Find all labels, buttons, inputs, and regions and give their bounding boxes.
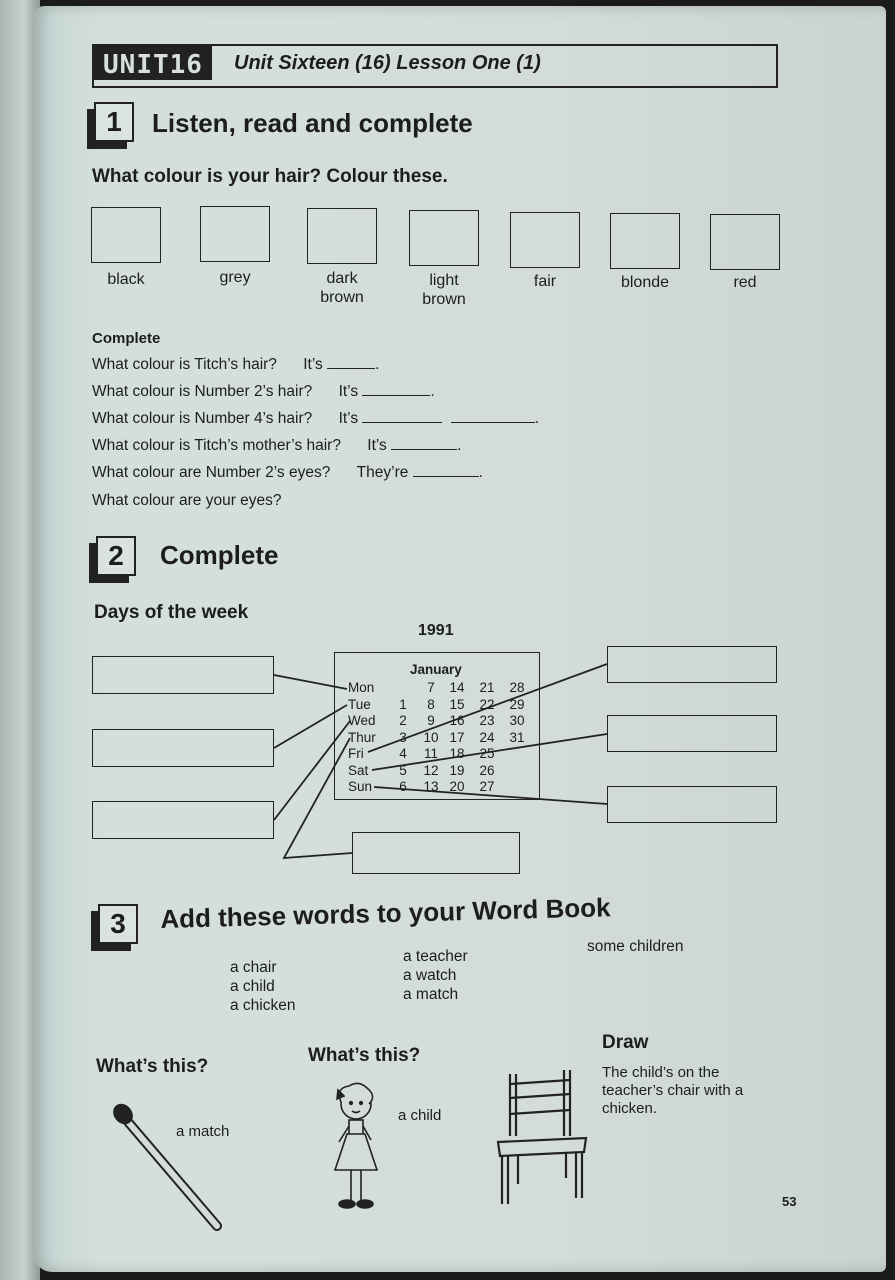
calendar-date: 10: [423, 729, 439, 745]
calendar-date: 19: [449, 762, 465, 778]
child-caption: a child: [398, 1107, 442, 1124]
calendar-date: 12: [423, 762, 439, 778]
colour-label: [190, 268, 280, 287]
calendar-date: 31: [509, 729, 525, 745]
day-answer-box[interactable]: [607, 715, 777, 752]
section-2-heading: Complete: [160, 540, 279, 570]
question-text: What colour is Titch’s hair?: [92, 356, 277, 373]
question-4: What colour is Titch’s mother’s hair? It’s .: [92, 437, 462, 454]
calendar-date: 22: [479, 696, 495, 712]
calendar-date: 25: [479, 746, 495, 761]
calendar-date: 28: [509, 680, 525, 695]
calendar-date: 20: [449, 779, 465, 794]
calendar-month: January: [410, 662, 462, 677]
colour-label-line: brown: [422, 291, 466, 308]
day-answer-box[interactable]: [352, 832, 520, 874]
colour-label-line: fair: [533, 273, 557, 290]
calendar-day-4: Fri: [348, 746, 364, 761]
calendar-date: 6: [399, 779, 407, 794]
draw-label: Draw: [602, 1032, 649, 1053]
page-number: 53: [782, 1194, 797, 1209]
answer-blank[interactable]: [391, 437, 457, 450]
hair-colour-prompt: What colour is your hair? Colour these.: [92, 166, 448, 187]
colour-label-line: red: [733, 274, 757, 291]
calendar-day-1: Tue: [348, 696, 371, 712]
question-text: What colour are Number 2’s eyes?: [92, 464, 331, 481]
colour-box[interactable]: [307, 208, 377, 264]
question-text: What colour is Number 4’s hair?: [92, 410, 313, 427]
word-list-2: [403, 947, 468, 1004]
draw-text-line: teacher’s chair with a: [602, 1082, 744, 1099]
answer-prefix: They’re: [356, 464, 409, 481]
draw-text-line: The child’s on the: [602, 1064, 720, 1081]
word-item: a match: [403, 986, 459, 1003]
calendar-date: 14: [449, 680, 465, 695]
calendar-date: 3: [399, 729, 407, 745]
calendar-date: 30: [509, 713, 525, 728]
section-3-heading: Add these words to your Word Book: [160, 892, 611, 934]
question-1: What colour is Titch’s hair? It’s .: [92, 356, 380, 373]
draw-instructions: [602, 1064, 743, 1118]
colour-label: [700, 273, 790, 292]
colour-label-line: grey: [219, 269, 251, 286]
answer-prefix: It’s: [338, 410, 359, 427]
colour-label-line: brown: [320, 289, 364, 306]
answer-prefix: It’s: [338, 383, 359, 400]
calendar-date: 4: [399, 746, 407, 761]
calendar-date: 8: [427, 696, 435, 712]
match-icon: [105, 1098, 235, 1238]
question-text: What colour are your eyes?: [92, 492, 282, 509]
colour-box[interactable]: [710, 214, 780, 270]
question-2: What colour is Number 2’s hair? It’s .: [92, 383, 435, 400]
calendar-day-5: Sat: [348, 762, 369, 778]
calendar-date: 29: [509, 696, 525, 712]
question-3: What colour is Number 4’s hair? It’s .: [92, 410, 540, 427]
question-6: [92, 492, 282, 510]
colour-label: [297, 269, 387, 307]
colour-label-line: light: [429, 272, 459, 289]
days-subheading: Days of the week: [94, 602, 249, 623]
colour-label: [399, 271, 489, 309]
section-3-number: 3: [98, 904, 138, 944]
unit-title: Unit Sixteen (16) Lesson One (1): [234, 52, 541, 74]
section-1-heading: Listen, read and complete: [152, 108, 473, 138]
day-answer-box[interactable]: [92, 656, 274, 694]
complete-label: Complete: [92, 330, 161, 347]
calendar-date: 26: [479, 762, 495, 778]
calendar-date: 15: [449, 696, 465, 712]
workbook-page: [34, 6, 886, 1272]
section-2-number: 2: [96, 536, 136, 576]
colour-label: [81, 270, 171, 289]
calendar-date: 13: [423, 779, 439, 794]
calendar-date: 5: [399, 762, 407, 778]
unit-logo: UNIT16: [94, 46, 212, 80]
calendar-date: 17: [449, 729, 465, 745]
word-list-1: [230, 958, 295, 1015]
word-list-3: [587, 937, 684, 956]
calendar-date: 23: [479, 713, 495, 728]
whats-this-2: What’s this?: [308, 1045, 421, 1066]
answer-blank[interactable]: [327, 356, 375, 369]
colour-box[interactable]: [200, 206, 270, 262]
calendar-date: 11: [423, 746, 438, 761]
calendar-year: 1991: [418, 622, 454, 639]
word-item: a child: [230, 978, 275, 995]
answer-blank[interactable]: [413, 464, 479, 477]
whats-this-1: What’s this?: [96, 1056, 209, 1077]
colour-label-line: black: [107, 271, 145, 288]
colour-label-line: dark: [326, 270, 358, 287]
calendar-date: 7: [427, 680, 435, 695]
word-item: a watch: [403, 967, 457, 984]
calendar-day-2: Wed: [348, 713, 376, 728]
colour-label-line: blonde: [620, 274, 670, 291]
day-answer-box[interactable]: [92, 729, 274, 767]
calendar-day-3: Thur: [348, 729, 376, 745]
chair-icon: [492, 1066, 592, 1208]
answer-blank[interactable]: [362, 383, 430, 396]
word-item: a chicken: [230, 997, 296, 1014]
calendar-day-0: Mon: [348, 680, 375, 695]
calendar-date: 9: [427, 713, 435, 728]
colour-box[interactable]: [91, 207, 161, 263]
child-icon: [325, 1082, 385, 1222]
day-answer-box[interactable]: [607, 646, 777, 683]
colour-box[interactable]: [510, 212, 580, 268]
answer-prefix: It’s: [303, 356, 323, 373]
section-1-number: 1: [94, 102, 134, 142]
calendar-date: 16: [449, 713, 465, 728]
answer-blank[interactable]: [362, 410, 442, 423]
question-5: What colour are Number 2’s eyes? They’re .: [92, 464, 483, 481]
calendar-date: 2: [399, 713, 407, 728]
calendar-date: 27: [479, 779, 495, 794]
answer-blank[interactable]: [451, 410, 535, 423]
calendar-date: 24: [479, 729, 495, 745]
calendar-day-6: Sun: [348, 779, 373, 794]
colour-box[interactable]: [610, 213, 680, 269]
answer-prefix: It’s: [367, 437, 387, 454]
colour-label: [500, 272, 590, 291]
colour-box[interactable]: [409, 210, 479, 266]
word-item: a teacher: [403, 948, 468, 965]
day-answer-box[interactable]: [607, 786, 777, 823]
question-text: What colour is Number 2’s hair?: [92, 383, 313, 400]
calendar-date: 21: [479, 680, 495, 695]
day-answer-box[interactable]: [92, 801, 274, 839]
match-caption: a match: [176, 1123, 230, 1140]
word-item: some children: [587, 938, 684, 955]
colour-label: [600, 273, 690, 292]
calendar-date: 1: [399, 696, 407, 712]
question-text: What colour is Titch’s mother’s hair?: [92, 437, 341, 454]
word-item: a chair: [230, 959, 277, 976]
calendar-date: 18: [449, 746, 465, 761]
draw-text-line: chicken.: [602, 1100, 658, 1117]
